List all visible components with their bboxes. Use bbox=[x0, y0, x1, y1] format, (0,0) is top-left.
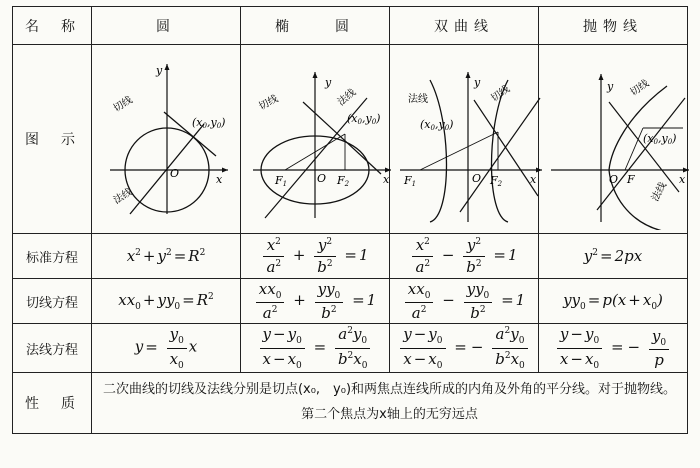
svg-text:法线: 法线 bbox=[111, 186, 135, 207]
standard-equation-hyperbola: $\frac{x^2}{a^2}$ − $\frac{y^2}{b^2}$ = 1 bbox=[390, 234, 539, 279]
svg-text:法线: 法线 bbox=[408, 94, 428, 105]
cell-hyperbola-figure bbox=[390, 45, 539, 234]
cell-parabola-figure bbox=[539, 45, 688, 234]
table-header-row bbox=[13, 7, 688, 45]
svg-text:F: F bbox=[627, 173, 635, 186]
normal-equation-hyperbola: $\frac{y - y_0}{x - x_0}$ = − $\frac{a^2y_0}{b^2x_0}$ bbox=[390, 324, 539, 372]
property-line-1: 二次曲线的切线及法线分别是切点(x₀, y₀)和两焦点连线所成的内角及外角的平分线。对于抛物线。 bbox=[102, 381, 677, 397]
svg-text:切线: 切线 bbox=[257, 93, 281, 113]
hyperbola-figure bbox=[390, 46, 538, 232]
standard-equation-circle: $x^2 + y^2 = R^2$ bbox=[92, 234, 241, 279]
property-text-cell bbox=[92, 372, 688, 433]
header-col-hyperbola: 双曲线 bbox=[390, 7, 539, 45]
svg-text:(x0,y0): (x0,y0) bbox=[420, 118, 454, 132]
svg-text:切线: 切线 bbox=[111, 94, 135, 115]
row-label-property: 性 质 bbox=[13, 372, 92, 433]
svg-text:F1: F1 bbox=[275, 174, 288, 188]
svg-text:(x0,y0): (x0,y0) bbox=[347, 112, 381, 126]
svg-text:O: O bbox=[609, 173, 619, 186]
svg-text:y: y bbox=[607, 80, 614, 93]
normal-equation-ellipse: $\frac{y - y_0}{x - x_0}$ = $\frac{a^2y_0}{b^2x_0}$ bbox=[241, 324, 390, 372]
svg-text:法线: 法线 bbox=[335, 87, 359, 109]
tangent-equation-row bbox=[13, 279, 688, 324]
normal-equation-circle: y = $\frac{y_0}{x_0}$ x bbox=[92, 324, 241, 372]
header-col-parabola: 抛物线 bbox=[539, 7, 688, 45]
svg-text:x: x bbox=[216, 173, 223, 186]
svg-text:y: y bbox=[156, 64, 163, 77]
normal-equation-parabola: $\frac{y - y_0}{x - x_0}$ = − $\frac{y_0}{p}$ bbox=[539, 324, 688, 372]
header-col-circle: 圆 bbox=[92, 7, 241, 45]
svg-text:x: x bbox=[383, 173, 390, 186]
tangent-equation-ellipse: $\frac{xx_0}{a^2}$ + $\frac{yy_0}{b^2}$ = 1 bbox=[241, 279, 390, 324]
normal-equation-row bbox=[13, 324, 688, 372]
conic-sections-table bbox=[12, 6, 688, 434]
svg-text:F2: F2 bbox=[337, 174, 350, 188]
figures-row bbox=[13, 45, 688, 234]
svg-text:F1: F1 bbox=[404, 174, 417, 188]
svg-text:切线: 切线 bbox=[489, 83, 512, 105]
svg-text:x: x bbox=[679, 173, 686, 186]
property-line-2: 第二个焦点为x轴上的无穷远点 bbox=[301, 406, 478, 422]
table-sheet bbox=[0, 6, 700, 468]
cell-circle-figure bbox=[92, 45, 241, 234]
svg-text:y: y bbox=[325, 76, 332, 89]
standard-equation-ellipse: $\frac{x^2}{a^2}$ + $\frac{y^2}{b^2}$ = 1 bbox=[241, 234, 390, 279]
cell-ellipse-figure bbox=[241, 45, 390, 234]
standard-equation-row bbox=[13, 234, 688, 279]
ellipse-figure bbox=[241, 46, 389, 232]
standard-equation-parabola: $y^2 = 2px$ bbox=[539, 234, 688, 279]
svg-text:O: O bbox=[170, 167, 180, 180]
tangent-equation-hyperbola: $\frac{xx_0}{a^2}$ − $\frac{yy_0}{b^2}$ = 1 bbox=[390, 279, 539, 324]
tangent-equation-circle: $xx_0 + yy_0 = R^2$ bbox=[92, 279, 241, 324]
row-label-standard-equation: 标准方程 bbox=[13, 234, 92, 279]
tangent-equation-parabola: $yy_0 = p(x + x_0)$ bbox=[539, 279, 688, 324]
parabola-figure bbox=[539, 46, 687, 232]
property-row bbox=[13, 372, 688, 433]
svg-text:(x0,y0): (x0,y0) bbox=[643, 132, 677, 146]
row-label-normal-equation: 法线方程 bbox=[13, 324, 92, 372]
svg-text:(x0,y0): (x0,y0) bbox=[192, 116, 226, 130]
row-label-tangent-equation: 切线方程 bbox=[13, 279, 92, 324]
header-row-label: 名 称 bbox=[13, 7, 92, 45]
svg-text:F2: F2 bbox=[490, 174, 503, 188]
row-label-figures: 图 示 bbox=[13, 45, 92, 234]
svg-text:切线: 切线 bbox=[628, 78, 652, 99]
svg-text:y: y bbox=[474, 76, 481, 89]
svg-text:x: x bbox=[530, 173, 537, 186]
svg-text:法线: 法线 bbox=[649, 180, 670, 204]
svg-text:O: O bbox=[472, 172, 482, 185]
svg-text:O: O bbox=[317, 172, 327, 185]
header-col-ellipse: 椭 圆 bbox=[241, 7, 390, 45]
circle-figure bbox=[92, 46, 240, 232]
